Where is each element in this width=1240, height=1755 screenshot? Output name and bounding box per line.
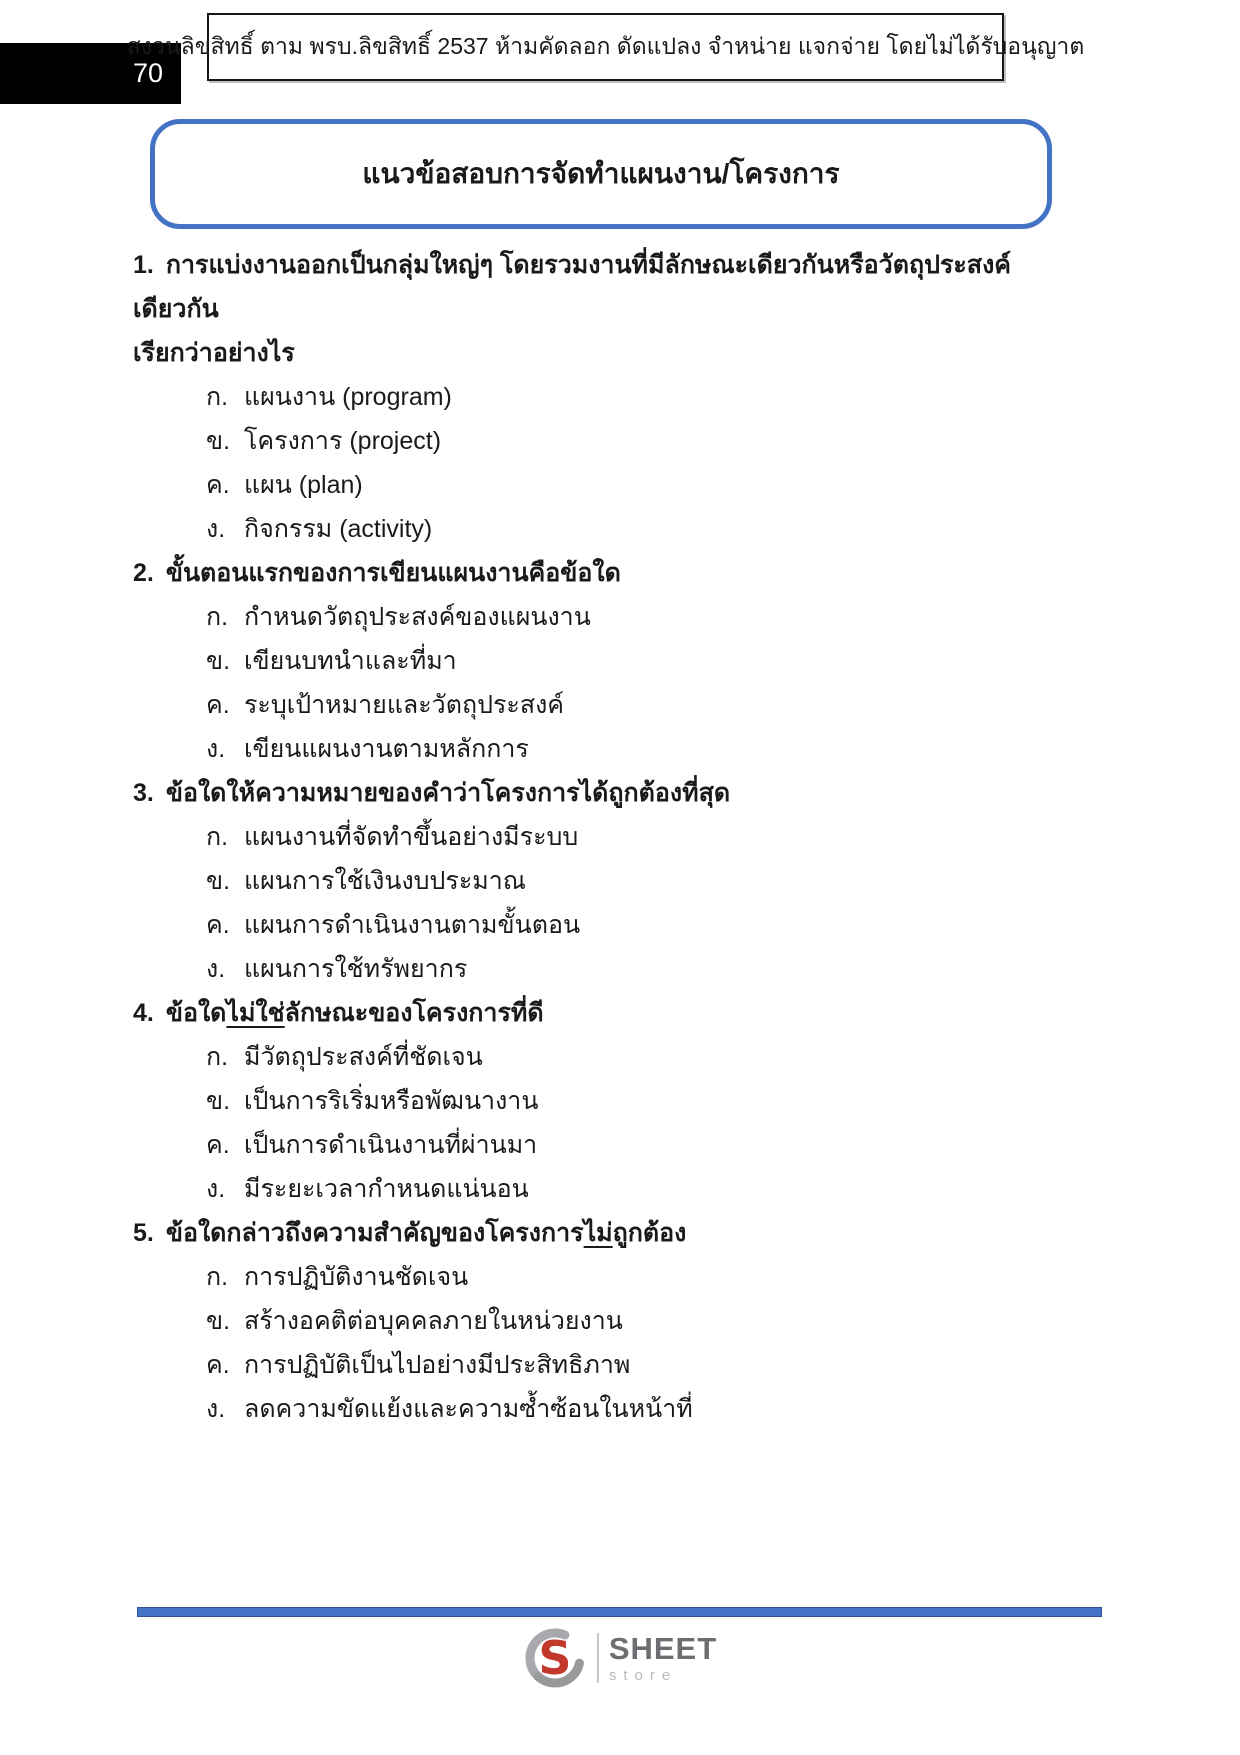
option-text: สร้างอคติต่อบุคคลภายในหน่วยงาน (244, 1307, 623, 1335)
option-text: แผนการใช้เงินงบประมาณ (244, 867, 526, 895)
option-letter: ข. (206, 1087, 231, 1115)
logo-words (609, 1633, 717, 1683)
option-text: ลดความขัดแย้งและความซ้ำซ้อนในหน้าที่ (244, 1395, 693, 1423)
option-letter: ค. (206, 1351, 230, 1379)
option-letter: ก. (206, 383, 229, 411)
option-text: แผน (plan) (244, 471, 363, 499)
option-letter: ง. (206, 1395, 226, 1423)
question-stem-text: ขั้นตอนแรกของการเขียนแผนงานคือข้อใด (165, 559, 621, 587)
question-stem (133, 771, 1019, 815)
question-block-3 (133, 771, 1019, 991)
option-letter: ค. (206, 691, 230, 719)
question-stem (133, 243, 1019, 331)
option-letter: ง. (206, 515, 226, 543)
option-text: เป็นการดำเนินงานที่ผ่านมา (244, 1131, 538, 1159)
sheet-store-logo (0, 1628, 1240, 1688)
option-row (133, 1035, 1019, 1079)
option-text: กำหนดวัตถุประสงค์ของแผนงาน (244, 603, 591, 631)
option-text: กิจกรรม (activity) (244, 515, 433, 543)
option-text: มีระยะเวลากำหนดแน่นอน (244, 1175, 529, 1203)
question-number: 4. (133, 999, 154, 1027)
question-stem-post: ถูกต้อง (612, 1219, 687, 1247)
question-stem-text: ข้อใด (165, 999, 227, 1027)
footer-divider-bar (137, 1607, 1102, 1617)
option-letter: ก. (206, 1263, 229, 1291)
question-block-4 (133, 991, 1019, 1211)
option-letter: ง. (206, 955, 226, 983)
exam-title-box (150, 119, 1052, 229)
option-text: แผนการดำเนินงานตามขั้นตอน (244, 911, 581, 939)
option-row (133, 1299, 1019, 1343)
question-stem (133, 991, 1019, 1035)
option-text: เป็นการริเริ่มหรือพัฒนางาน (244, 1087, 539, 1115)
option-row (133, 595, 1019, 639)
option-row (133, 815, 1019, 859)
option-letter: ข. (206, 427, 231, 455)
questions-area (133, 243, 1019, 1431)
option-text: แผนงานที่จัดทำขึ้นอย่างมีระบบ (244, 823, 579, 851)
option-row (133, 1079, 1019, 1123)
question-block-2 (133, 551, 1019, 771)
sheet-logo-s-icon (523, 1628, 587, 1688)
option-row (133, 1123, 1019, 1167)
question-number: 3. (133, 779, 154, 807)
exam-title: แนวข้อสอบการจัดทำแผนงาน/โครงการ (362, 158, 840, 189)
option-row (133, 1387, 1019, 1431)
question-number: 2. (133, 559, 154, 587)
option-text: แผนงาน (program) (244, 383, 452, 411)
option-text: การปฏิบัติเป็นไปอย่างมีประสิทธิภาพ (244, 1351, 631, 1379)
option-text: การปฏิบัติงานชัดเจน (244, 1263, 469, 1291)
logo-divider (597, 1633, 599, 1683)
option-row (133, 639, 1019, 683)
option-text: โครงการ (project) (244, 427, 442, 455)
svg-text:S: S (538, 1631, 572, 1685)
question-stem (133, 1211, 1019, 1255)
option-letter: ง. (206, 1175, 226, 1203)
question-block-1 (133, 243, 1019, 551)
option-row (133, 1343, 1019, 1387)
option-row (133, 727, 1019, 771)
option-letter: ก. (206, 823, 229, 851)
page-number: 70 (132, 58, 163, 88)
question-stem-underline: ไม่ใช่ (226, 999, 285, 1027)
question-stem-post: ลักษณะของโครงการที่ดี (284, 999, 544, 1027)
option-row (133, 947, 1019, 991)
question-stem-text: การแบ่งงานออกเป็นกลุ่มใหญ่ๆ โดยรวมงานที่มีลักษณะเดียวกันหรือวัตถุประสงค์เดียวกัน (133, 251, 1012, 323)
option-text: แผนการใช้ทรัพยากร (244, 955, 468, 983)
option-letter: ค. (206, 911, 230, 939)
option-letter: ข. (206, 647, 231, 675)
question-stem-underline: ไม่ (583, 1219, 613, 1247)
logo-text-sheet: SHEET (608, 1631, 718, 1666)
question-stem-text: ข้อใดกล่าวถึงความสำคัญของโครงการ (165, 1219, 584, 1247)
option-letter: ง. (206, 735, 226, 763)
option-row (133, 683, 1019, 727)
question-block-5 (133, 1211, 1019, 1431)
option-text: เขียนแผนงานตามหลักการ (244, 735, 529, 763)
option-row (133, 463, 1019, 507)
question-stem (133, 551, 1019, 595)
option-letter: ค. (206, 471, 230, 499)
question-number: 1. (133, 251, 154, 279)
question-stem-text: ข้อใดให้ความหมายของคำว่าโครงการได้ถูกต้องที่สุด (165, 779, 731, 807)
option-letter: ค. (206, 1131, 230, 1159)
logo-text-store: store (608, 1667, 678, 1684)
copyright-text: สงวนลิขสิทธิ์ ตาม พรบ.ลิขสิทธิ์ 2537 ห้ามคัดลอก ดัดแปลง จำหน่าย แจกจ่าย โดยไม่ได้รับอนุญาต (126, 33, 1085, 59)
question-stem-line2: เรียกว่าอย่างไร (133, 339, 295, 367)
option-letter: ก. (206, 1043, 229, 1071)
option-row (133, 903, 1019, 947)
question-number: 5. (133, 1219, 154, 1247)
option-letter: ข. (206, 1307, 231, 1335)
option-text: เขียนบทนำและที่มา (244, 647, 457, 675)
option-letter: ก. (206, 603, 229, 631)
option-letter: ข. (206, 867, 231, 895)
option-row (133, 507, 1019, 551)
option-row (133, 859, 1019, 903)
option-text: ระบุเป้าหมายและวัตถุประสงค์ (244, 691, 565, 719)
option-row (133, 375, 1019, 419)
option-row (133, 419, 1019, 463)
option-row (133, 1167, 1019, 1211)
option-row (133, 1255, 1019, 1299)
option-text: มีวัตถุประสงค์ที่ชัดเจน (244, 1043, 483, 1071)
